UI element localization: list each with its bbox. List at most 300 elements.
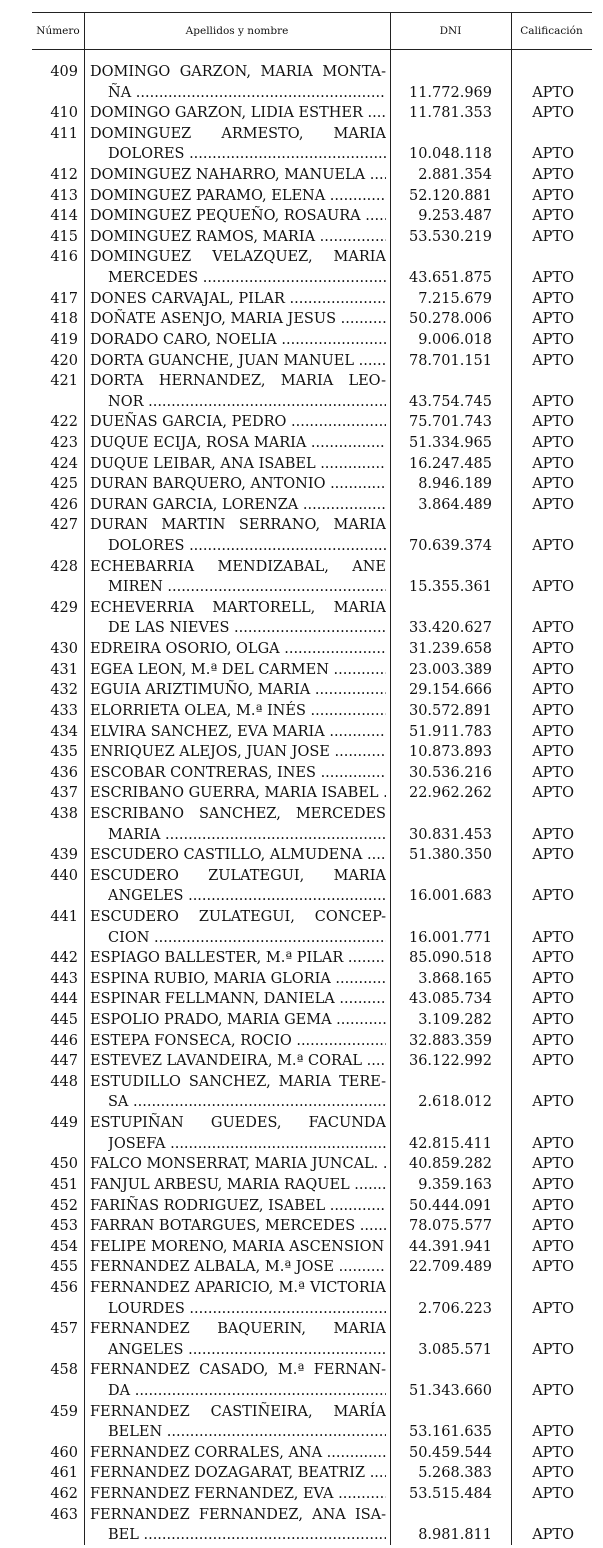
- row-line: [32, 289, 592, 310]
- row-number: 409: [50, 64, 78, 80]
- table-row: [32, 1484, 592, 1505]
- row-name: FALCO MONSERRAT, MARIA JUNCAL. .....: [90, 1154, 386, 1175]
- row-dni: 10.048.118: [408, 146, 492, 163]
- row-line: [32, 124, 592, 145]
- row-number: 412: [50, 167, 78, 184]
- row-line: [32, 680, 592, 701]
- row-line: [32, 783, 592, 804]
- row-calificacion: APTO: [532, 764, 574, 781]
- row-number: 457: [50, 1321, 78, 1338]
- row-name: DOMINGUEZ ARMESTO, MARIA: [90, 125, 386, 142]
- row-name: FERNANDEZ FERNANDEZ, ANA ISA-: [90, 1506, 386, 1523]
- row-name: ESCUDERO ZULATEGUI, CONCEP-: [90, 908, 386, 925]
- table-row: [32, 1051, 592, 1072]
- row-line: [32, 412, 592, 433]
- row-line: [32, 1463, 592, 1484]
- row-dni: 30.831.453: [408, 826, 492, 843]
- table-row: [32, 186, 592, 207]
- row-number: 423: [50, 434, 78, 451]
- row-name: ÑA .....: [108, 83, 386, 104]
- table-row: [32, 515, 592, 556]
- row-number: 456: [50, 1279, 78, 1296]
- row-dni: 50.444.091: [408, 1197, 492, 1214]
- row-name: FERNANDEZ CASTIÑEIRA, MARÍA: [90, 1403, 386, 1420]
- row-name: ESPOLIO PRADO, MARIA GEMA .....: [90, 1010, 386, 1031]
- table-row: [32, 1443, 592, 1464]
- row-number: 419: [50, 331, 78, 348]
- row-dni: 22.962.262: [408, 785, 492, 802]
- table-row: [32, 1010, 592, 1031]
- row-number: 435: [50, 744, 78, 761]
- row-dni: 16.001.683: [408, 888, 492, 905]
- row-dni: 30.536.216: [408, 764, 492, 781]
- row-dni: 16.247.485: [408, 455, 492, 472]
- row-dni: 5.268.383: [418, 1465, 492, 1482]
- row-calificacion: APTO: [532, 1032, 574, 1049]
- row-number: 436: [50, 764, 78, 781]
- row-calificacion: APTO: [532, 414, 574, 431]
- table-row: [32, 948, 592, 969]
- row-number: 459: [50, 1403, 78, 1420]
- row-calificacion: APTO: [532, 950, 574, 967]
- row-line: [32, 969, 592, 990]
- row-number: 429: [50, 599, 78, 616]
- row-calificacion: APTO: [532, 682, 574, 699]
- row-number: 443: [50, 970, 78, 987]
- row-line: [32, 1031, 592, 1052]
- row-line: [32, 1216, 592, 1237]
- row-name: ESCOBAR CONTRERAS, INES .....: [90, 763, 386, 784]
- row-name: DORTA GUANCHE, JUAN MANUEL .....: [90, 351, 386, 372]
- row-line: [32, 1381, 592, 1402]
- table-row: [32, 660, 592, 681]
- row-dni: 9.006.018: [418, 331, 492, 348]
- row-number: 434: [50, 723, 78, 740]
- row-number: 450: [50, 1156, 78, 1173]
- row-line: [32, 1505, 592, 1526]
- row-number: 451: [50, 1176, 78, 1193]
- row-calificacion: APTO: [532, 641, 574, 658]
- row-name: DURAN BARQUERO, ANTONIO .....: [90, 474, 386, 495]
- table-row: [32, 866, 592, 907]
- row-dni: 53.515.484: [408, 1486, 492, 1503]
- row-number: 415: [50, 228, 78, 245]
- row-name: DOMINGO GARZON, LIDIA ESTHER .....: [90, 103, 386, 124]
- row-name: ESCRIBANO SANCHEZ, MERCEDES: [90, 805, 386, 822]
- row-calificacion: APTO: [532, 1444, 574, 1461]
- row-calificacion: APTO: [532, 1383, 574, 1399]
- table-row: [32, 433, 592, 454]
- header-calificacion: Calificación: [520, 25, 583, 37]
- row-line: [32, 1072, 592, 1093]
- row-line: [32, 701, 592, 722]
- row-number: 416: [50, 249, 78, 266]
- row-line: [32, 1422, 592, 1443]
- row-number: 453: [50, 1218, 78, 1235]
- row-dni: 3.868.165: [418, 970, 492, 987]
- table-row: [32, 495, 592, 516]
- row-line: [32, 577, 592, 598]
- row-dni: 42.815.411: [408, 1135, 492, 1152]
- row-line: [32, 1278, 592, 1299]
- table-row: [32, 1072, 592, 1113]
- row-dni: 10.873.893: [408, 744, 492, 761]
- row-line: [32, 845, 592, 866]
- row-line: [32, 907, 592, 928]
- row-line: [32, 371, 592, 392]
- row-calificacion: APTO: [532, 1135, 574, 1152]
- row-calificacion: APTO: [532, 1012, 574, 1029]
- row-line: [32, 1196, 592, 1217]
- table-row: [32, 969, 592, 990]
- row-calificacion: APTO: [532, 1341, 574, 1358]
- table-row: [32, 124, 592, 165]
- row-calificacion: APTO: [532, 1424, 574, 1441]
- row-line: [32, 1113, 592, 1134]
- table-row: [32, 1278, 592, 1319]
- row-dni: 51.343.660: [408, 1383, 492, 1399]
- row-dni: 70.639.374: [408, 538, 492, 555]
- row-calificacion: APTO: [532, 393, 574, 410]
- row-dni: 36.122.992: [408, 1053, 492, 1070]
- table-row: [32, 1402, 592, 1443]
- row-name: ENRIQUEZ ALEJOS, JUAN JOSE .....: [90, 742, 386, 763]
- row-line: [32, 351, 592, 372]
- row-calificacion: APTO: [532, 228, 574, 245]
- row-number: 430: [50, 641, 78, 658]
- row-line: [32, 392, 592, 413]
- table-row: [32, 1237, 592, 1258]
- row-dni: 9.253.487: [418, 208, 492, 225]
- row-name: ANGELES .....: [108, 886, 386, 907]
- row-number: 410: [50, 105, 78, 122]
- row-dni: 52.120.881: [408, 187, 492, 204]
- row-dni: 23.003.389: [408, 661, 492, 678]
- row-number: 462: [50, 1486, 78, 1503]
- table-row: [32, 165, 592, 186]
- row-dni: 51.380.350: [408, 847, 492, 864]
- row-name: ECHEVERRIA MARTORELL, MARIA: [90, 599, 386, 616]
- row-name: ELORRIETA OLEA, M.ª INÉS .....: [90, 701, 386, 722]
- row-dni: 3.109.282: [418, 1012, 492, 1029]
- row-number: 425: [50, 476, 78, 493]
- row-name: ECHEBARRIA MENDIZABAL, ANE: [90, 558, 386, 575]
- row-calificacion: APTO: [532, 187, 574, 204]
- table-row: [32, 1154, 592, 1175]
- row-line: [32, 1134, 592, 1155]
- row-dni: 3.085.571: [418, 1341, 492, 1358]
- row-dni: 43.651.875: [408, 270, 492, 287]
- table-row: [32, 1360, 592, 1401]
- row-name: DONES CARVAJAL, PILAR .....: [90, 289, 386, 310]
- row-name: ESCUDERO CASTILLO, ALMUDENA .....: [90, 845, 386, 866]
- row-name: MARIA .....: [108, 825, 386, 846]
- row-name: DOMINGUEZ NAHARRO, MANUELA .....: [90, 165, 386, 186]
- row-name: FERNANDEZ BAQUERIN, MARIA: [90, 1321, 386, 1338]
- table-row: [32, 351, 592, 372]
- table-body: [32, 62, 592, 1546]
- row-name: FELIPE MORENO, MARIA ASCENSION .....: [90, 1237, 386, 1258]
- row-line: [32, 598, 592, 619]
- row-name: FERNANDEZ FERNANDEZ, EVA .....: [90, 1484, 386, 1505]
- table-row: [32, 412, 592, 433]
- row-name: DUQUE ECIJA, ROSA MARIA .....: [90, 433, 386, 454]
- row-name: DORTA HERNANDEZ, MARIA LEO-: [90, 373, 386, 390]
- row-dni: 8.981.811: [418, 1527, 492, 1544]
- row-calificacion: APTO: [532, 1218, 574, 1235]
- row-dni: 29.154.666: [408, 682, 492, 699]
- table-row: [32, 309, 592, 330]
- row-name: MERCEDES .....: [108, 268, 386, 289]
- row-calificacion: APTO: [532, 991, 574, 1008]
- row-calificacion: APTO: [532, 352, 574, 369]
- row-line: [32, 928, 592, 949]
- row-dni: 8.946.189: [418, 476, 492, 493]
- row-name: FANJUL ARBESU, MARIA RAQUEL .....: [90, 1175, 386, 1196]
- table-row: [32, 247, 592, 288]
- row-calificacion: APTO: [532, 538, 574, 555]
- row-number: 427: [50, 517, 78, 534]
- table-row: [32, 701, 592, 722]
- row-number: 439: [50, 847, 78, 864]
- row-line: [32, 1360, 592, 1381]
- row-number: 463: [50, 1506, 78, 1523]
- table-row: [32, 598, 592, 639]
- table-row: [32, 1463, 592, 1484]
- row-name: ESTUPIÑAN GUEDES, FACUNDA: [90, 1115, 386, 1132]
- row-calificacion: APTO: [532, 702, 574, 719]
- table-row: [32, 1196, 592, 1217]
- row-dni: 75.701.743: [408, 414, 492, 431]
- row-line: [32, 1402, 592, 1423]
- row-name: FERNANDEZ ALBALA, M.ª JOSE .....: [90, 1257, 386, 1278]
- row-name: ESPINA RUBIO, MARIA GLORIA .....: [90, 969, 386, 990]
- row-name: EGUIA ARIZTIMUÑO, MARIA .....: [90, 680, 386, 701]
- row-number: 424: [50, 455, 78, 472]
- row-number: 444: [50, 991, 78, 1008]
- row-calificacion: APTO: [532, 1300, 574, 1317]
- row-line: [32, 247, 592, 268]
- row-line: [32, 144, 592, 165]
- table-row: [32, 639, 592, 660]
- results-table: [32, 12, 592, 1544]
- row-line: [32, 804, 592, 825]
- row-name: FARRAN BOTARGUES, MERCEDES .....: [90, 1216, 386, 1237]
- row-dni: 53.161.635: [408, 1424, 492, 1441]
- row-line: [32, 722, 592, 743]
- row-line: [32, 330, 592, 351]
- table-row: [32, 1216, 592, 1237]
- row-calificacion: APTO: [532, 1527, 574, 1544]
- table-row: [32, 289, 592, 310]
- row-calificacion: APTO: [532, 496, 574, 513]
- row-name: ANGELES .....: [108, 1340, 386, 1361]
- row-name: ESTUDILLO SANCHEZ, MARIA TERE-: [90, 1073, 386, 1090]
- row-number: 449: [50, 1115, 78, 1132]
- row-calificacion: APTO: [532, 1176, 574, 1193]
- row-dni: 15.355.361: [408, 579, 492, 596]
- row-name: DA .....: [108, 1381, 386, 1402]
- row-line: [32, 495, 592, 516]
- row-dni: 11.781.353: [408, 105, 492, 122]
- row-dni: 51.911.783: [408, 723, 492, 740]
- row-line: [32, 1010, 592, 1031]
- row-name: FERNANDEZ APARICIO, M.ª VICTORIA: [90, 1279, 386, 1296]
- row-line: [32, 454, 592, 475]
- row-line: [32, 62, 592, 83]
- row-number: 438: [50, 805, 78, 822]
- row-name: DOLORES .....: [108, 144, 386, 165]
- table-row: [32, 371, 592, 412]
- row-dni: 32.883.359: [408, 1032, 492, 1049]
- table-row: [32, 783, 592, 804]
- row-number: 418: [50, 311, 78, 328]
- row-line: [32, 660, 592, 681]
- header-nombre: Apellidos y nombre: [185, 25, 289, 37]
- row-line: [32, 866, 592, 887]
- row-number: 413: [50, 187, 78, 204]
- row-calificacion: APTO: [532, 146, 574, 163]
- table-row: [32, 742, 592, 763]
- row-calificacion: APTO: [532, 434, 574, 451]
- row-name: DOÑATE ASENJO, MARIA JESUS .....: [90, 309, 386, 330]
- row-number: 448: [50, 1073, 78, 1090]
- row-name: DUQUE LEIBAR, ANA ISABEL .....: [90, 454, 386, 475]
- row-name: ESTEVEZ LAVANDEIRA, M.ª CORAL .....: [90, 1051, 386, 1072]
- row-line: [32, 186, 592, 207]
- row-calificacion: APTO: [532, 290, 574, 307]
- row-line: [32, 227, 592, 248]
- row-calificacion: APTO: [532, 785, 574, 802]
- row-line: [32, 1092, 592, 1113]
- row-line: [32, 1443, 592, 1464]
- row-calificacion: APTO: [532, 1486, 574, 1503]
- row-calificacion: APTO: [532, 167, 574, 184]
- table-row: [32, 1505, 592, 1546]
- row-dni: 30.572.891: [408, 702, 492, 719]
- row-number: 420: [50, 352, 78, 369]
- row-dni: 9.359.163: [418, 1176, 492, 1193]
- row-dni: 2.618.012: [418, 1094, 492, 1111]
- row-line: [32, 474, 592, 495]
- header-dni: DNI: [439, 25, 462, 37]
- row-calificacion: APTO: [532, 455, 574, 472]
- table-row: [32, 680, 592, 701]
- row-calificacion: APTO: [532, 1465, 574, 1482]
- row-line: [32, 763, 592, 784]
- row-line: [32, 165, 592, 186]
- row-line: [32, 1319, 592, 1340]
- row-number: 431: [50, 661, 78, 678]
- row-line: [32, 309, 592, 330]
- row-dni: 85.090.518: [408, 950, 492, 967]
- row-number: 445: [50, 1012, 78, 1029]
- row-dni: 50.459.544: [408, 1444, 492, 1461]
- row-name: ESPIAGO BALLESTER, M.ª PILAR .....: [90, 948, 386, 969]
- row-dni: 78.701.151: [408, 352, 492, 369]
- row-name: DORADO CARO, NOELIA .....: [90, 330, 386, 351]
- row-name: FARIÑAS RODRIGUEZ, ISABEL .....: [90, 1196, 386, 1217]
- row-calificacion: APTO: [532, 970, 574, 987]
- table-row: [32, 557, 592, 598]
- row-calificacion: APTO: [532, 723, 574, 740]
- row-number: 411: [50, 125, 78, 142]
- row-line: [32, 1525, 592, 1546]
- row-line: [32, 103, 592, 124]
- row-line: [32, 557, 592, 578]
- row-calificacion: APTO: [532, 1259, 574, 1276]
- row-line: [32, 83, 592, 104]
- table-row: [32, 722, 592, 743]
- row-dni: 2.706.223: [418, 1300, 492, 1317]
- table-row: [32, 103, 592, 124]
- row-number: 442: [50, 950, 78, 967]
- row-line: [32, 1051, 592, 1072]
- row-dni: 40.859.282: [408, 1156, 492, 1173]
- row-line: [32, 433, 592, 454]
- row-name: JOSEFA .....: [108, 1134, 386, 1155]
- row-name: ELVIRA SANCHEZ, EVA MARIA .....: [90, 722, 386, 743]
- row-calificacion: APTO: [532, 1053, 574, 1070]
- row-number: 417: [50, 290, 78, 307]
- row-number: 440: [50, 867, 78, 884]
- row-name: MIREN .....: [108, 577, 386, 598]
- row-calificacion: APTO: [532, 270, 574, 287]
- row-dni: 22.709.489: [408, 1259, 492, 1276]
- row-number: 432: [50, 682, 78, 699]
- row-line: [32, 639, 592, 660]
- row-number: 458: [50, 1362, 78, 1379]
- row-name: DUEÑAS GARCIA, PEDRO .....: [90, 412, 386, 433]
- table-row: [32, 907, 592, 948]
- row-number: 454: [50, 1238, 78, 1255]
- row-name: DURAN MARTIN SERRANO, MARIA: [90, 517, 386, 534]
- row-dni: 43.754.745: [408, 393, 492, 410]
- row-calificacion: APTO: [532, 847, 574, 864]
- row-dni: 31.239.658: [408, 641, 492, 658]
- table-header: [32, 12, 592, 50]
- row-dni: 11.772.969: [408, 84, 492, 101]
- table-row: [32, 454, 592, 475]
- row-number: 414: [50, 208, 78, 225]
- row-calificacion: APTO: [532, 744, 574, 761]
- row-name: EDREIRA OSORIO, OLGA .....: [90, 639, 386, 660]
- row-calificacion: APTO: [532, 208, 574, 225]
- row-calificacion: APTO: [532, 579, 574, 596]
- row-line: [32, 1257, 592, 1278]
- row-name: ESPINAR FELLMANN, DANIELA .....: [90, 989, 386, 1010]
- table-row: [32, 845, 592, 866]
- row-name: BEL .....: [108, 1525, 386, 1546]
- row-line: [32, 989, 592, 1010]
- row-name: DOLORES .....: [108, 536, 386, 557]
- row-calificacion: APTO: [532, 331, 574, 348]
- row-number: 422: [50, 414, 78, 431]
- row-dni: 50.278.006: [408, 311, 492, 328]
- row-name: DOMINGUEZ PARAMO, ELENA .....: [90, 186, 386, 207]
- row-name: EGEA LEON, M.ª DEL CARMEN .....: [90, 660, 386, 681]
- row-calificacion: APTO: [532, 929, 574, 946]
- row-line: [32, 1299, 592, 1320]
- row-name: DOMINGUEZ PEQUEÑO, ROSAURA .....: [90, 206, 386, 227]
- row-name: DE LAS NIEVES .....: [108, 618, 386, 639]
- row-number: 447: [50, 1053, 78, 1070]
- row-line: [32, 825, 592, 846]
- row-line: [32, 515, 592, 536]
- row-number: 421: [50, 373, 78, 390]
- row-calificacion: APTO: [532, 311, 574, 328]
- row-number: 426: [50, 496, 78, 513]
